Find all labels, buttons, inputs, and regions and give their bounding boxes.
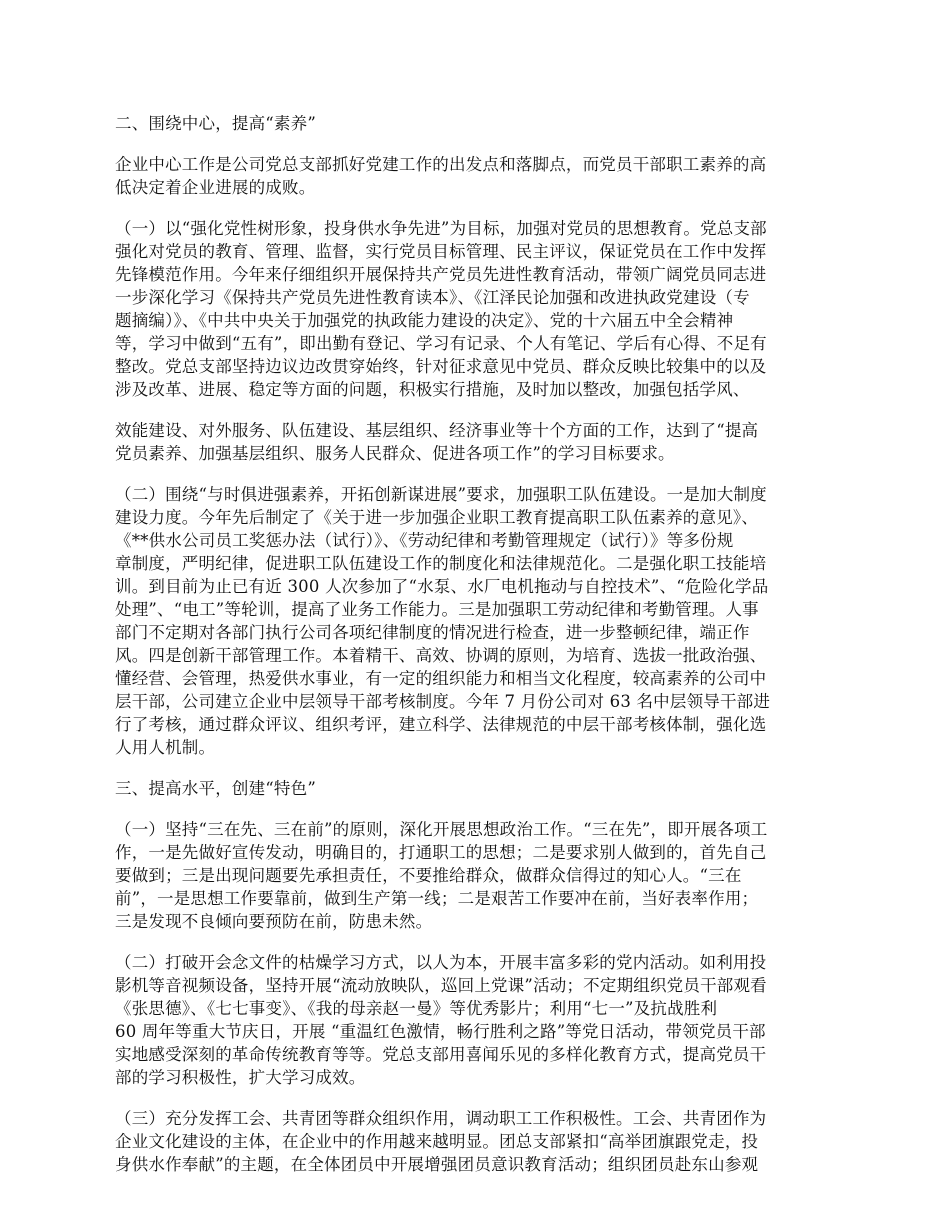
paragraph-line: 影机等音视频设备，坚持开展“流动放映队，巡回上党课”活动；不定期组织党员干部观看 <box>115 976 767 995</box>
paragraph-line: 低决定着企业进展的成败。 <box>115 178 316 197</box>
paragraph-line: 先锋模范作用。今年来仔细组织开展保持共产党员先进性教育活动，带领广阔党员同志进 <box>115 265 767 284</box>
paragraph-line: 章制度，严明纪律，促进职工队伍建设工作的制度化和法律规范化。二是强化职工技能培 <box>115 554 767 573</box>
section-heading: 三、提高水平，创建“特色” <box>115 779 316 798</box>
paragraph-line: （三）充分发挥工会、共青团等群众组织作用，调动职工工作积极性。工会、共青团作为 <box>115 1109 767 1128</box>
paragraph <box>115 419 840 465</box>
paragraph-line: 党员素养、加强基层组织、服务人民群众、促进各项工作”的学习目标要求。 <box>115 444 675 463</box>
paragraph-line: 身供水作奉献”的主题，在全体团员中开展增强团员意识教育活动；组织团员赴东山参观 <box>115 1155 759 1174</box>
paragraph <box>115 951 840 1089</box>
paragraph-line: 部门不定期对各部门执行公司各项纪律制度的情况进行检查，进一步整顿纪律，端正作 <box>115 623 750 642</box>
paragraph-line: 企业文化建设的主体，在企业中的作用越来越明显。团总支部紧扣“高举团旗跟党走，投 <box>115 1132 759 1151</box>
paragraph-line: 人用人机制。 <box>115 738 216 757</box>
paragraph-line: 《**供水公司员工奖惩办法（试行）》、《劳动纪律和考勤管理规定（试行）》等多份规 <box>115 531 734 550</box>
paragraph-line: （二）打破开会念文件的枯燥学习方式，以人为本，开展丰富多彩的党内活动。如利用投 <box>115 953 767 972</box>
section-heading: 二、围绕中心，提高“素养” <box>115 114 316 133</box>
paragraph <box>115 217 840 401</box>
paragraph-line: 《张思德》、《七七事变》、《我的母亲赵一曼》等优秀影片；利用“七一”及抗战胜利 <box>115 999 718 1018</box>
paragraph <box>115 153 840 199</box>
paragraph-line: 一步深化学习《保持共产党员先进性教育读本》、《江泽民论加强和改进执政党建设（专 <box>115 288 750 307</box>
paragraph-line: 涉及改革、进展、稳定等方面的问题，积极实行措施，及时加以整改，加强包括学风、 <box>115 380 750 399</box>
paragraph <box>115 818 840 933</box>
paragraph-line: 效能建设、对外服务、队伍建设、基层组织、经济事业等十个方面的工作，达到了“提高 <box>115 421 759 440</box>
paragraph-line: 要做到；三是出现问题要先承担责任，不要推给群众，做群众信得过的知心人。“三在 <box>115 866 742 885</box>
paragraph-line: 行了考核，通过群众评议、组织考评，建立科学、法律规范的中层干部考核体制，强化选 <box>115 715 767 734</box>
paragraph-line: 层干部，公司建立企业中层领导干部考核制度。今年 7 月份公司对 63 名中层领导干部进 <box>115 692 771 711</box>
paragraph-line: （一）以“强化党性树形象，投身供水争先进”为目标，加强对党员的思想教育。党总支部 <box>115 219 767 238</box>
paragraph-line: 处理”、“电工”等轮训，提高了业务工作能力。三是加强职工劳动纪律和考勤管理。人事 <box>115 600 759 619</box>
paragraph-line: 强化对党员的教育、管理、监督，实行党员目标管理、民主评议，保证党员在工作中发挥 <box>115 242 767 261</box>
paragraph-line: 企业中心工作是公司党总支部抓好党建工作的出发点和落脚点，而党员干部职工素养的高 <box>115 155 767 174</box>
paragraph-line: 三是发现不良倾向要预防在前，防患未然。 <box>115 912 433 931</box>
paragraph-line: 题摘编）》、《中共中央关于加强党的执政能力建设的决定》、党的十六届五中全会精神 <box>115 311 734 330</box>
paragraph-line: 建设力度。今年先后制定了《关于进一步加强企业职工教育提高职工队伍素养的意见》、 <box>115 508 759 527</box>
paragraph-line: 等，学习中做到“五有”，即出勤有登记、学习有记录、个人有笔记、学后有心得、不足有 <box>115 334 767 353</box>
paragraph-line: 部的学习积极性，扩大学习成效。 <box>115 1068 366 1087</box>
paragraph <box>115 483 840 759</box>
paragraph <box>115 1107 840 1176</box>
paragraph-line: 风。四是创新干部管理工作。本着精干、高效、协调的原则，为培育、选拔一批政治强、 <box>115 646 767 665</box>
paragraph-line: 前”，一是思想工作要靠前，做到生产第一线；二是艰苦工作要冲在前，当好表率作用； <box>115 889 759 908</box>
paragraph-line: 60 周年等重大节庆日，开展 “重温红色激情，畅行胜利之路”等党日活动，带领党员干部 <box>115 1022 766 1041</box>
paragraph-line: 作，一是先做好宣传发动，明确目的，打通职工的思想；二是要求别人做到的，首先自己 <box>115 843 767 862</box>
paragraph-line: （二）围绕“与时俱进强素养，开拓创新谋进展”要求，加强职工队伍建设。一是加大制度 <box>115 485 767 504</box>
paragraph-line: 整改。党总支部坚持边议边改贯穿始终，针对征求意见中党员、群众反映比较集中的以及 <box>115 357 767 376</box>
document-body <box>115 112 840 1194</box>
paragraph-line: 实地感受深刻的革命传统教育等等。党总支部用喜闻乐见的多样化教育方式，提高党员干 <box>115 1045 767 1064</box>
paragraph-line: 懂经营、会管理，热爱供水事业，有一定的组织能力和相当文化程度，较高素养的公司中 <box>115 669 767 688</box>
paragraph-line: 训。到目前为止已有近 300 人次参加了“水泵、水厂电机拖动与自控技术”、“危险化学品 <box>115 577 769 596</box>
paragraph-line: （一）坚持“三在先、三在前”的原则，深化开展思想政治工作。“三在先”，即开展各项工 <box>115 820 768 839</box>
